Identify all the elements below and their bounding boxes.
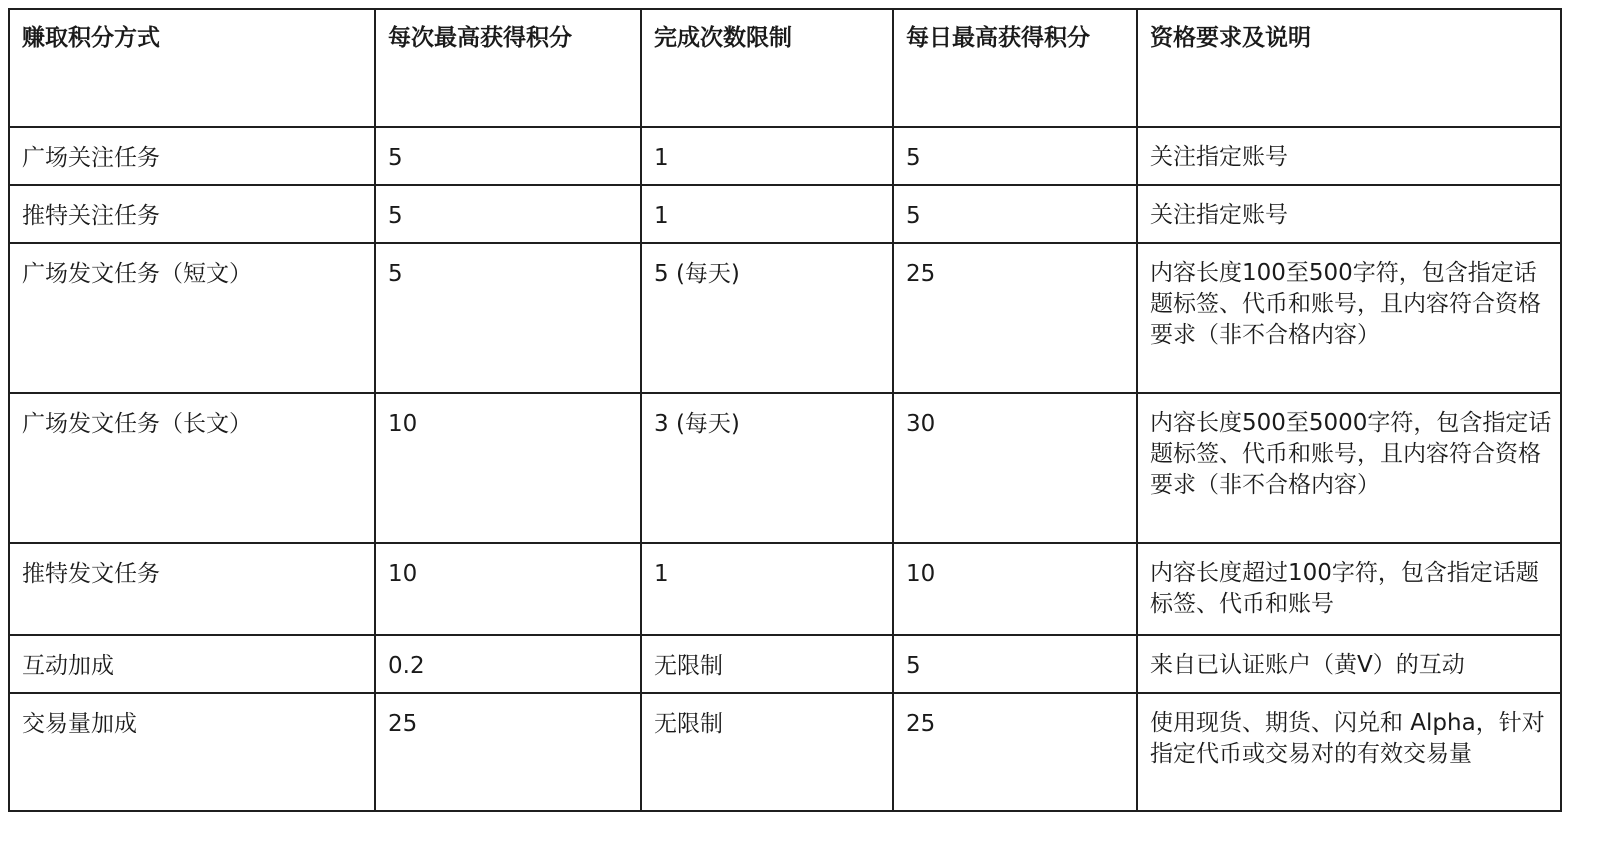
table-row <box>9 127 1561 185</box>
cell-max-per-time: 10 <box>375 393 641 543</box>
table-row <box>9 185 1561 243</box>
cell-requirements: 内容长度超过100字符，包含指定话题标签、代币和账号 <box>1137 543 1561 635</box>
cell-method: 推特关注任务 <box>9 185 375 243</box>
cell-completion-limit: 3 (每天) <box>641 393 893 543</box>
header-daily-max: 每日最高获得积分 <box>893 9 1137 127</box>
cell-method: 广场关注任务 <box>9 127 375 185</box>
cell-daily-max: 10 <box>893 543 1137 635</box>
cell-method: 广场发文任务（短文） <box>9 243 375 393</box>
cell-completion-limit: 无限制 <box>641 693 893 811</box>
cell-max-per-time: 5 <box>375 243 641 393</box>
cell-completion-limit: 1 <box>641 127 893 185</box>
cell-method: 广场发文任务（长文） <box>9 393 375 543</box>
table-row <box>9 635 1561 693</box>
cell-daily-max: 5 <box>893 127 1137 185</box>
table-row <box>9 243 1561 393</box>
cell-requirements: 关注指定账号 <box>1137 185 1561 243</box>
cell-completion-limit: 无限制 <box>641 635 893 693</box>
cell-method: 推特发文任务 <box>9 543 375 635</box>
cell-requirements: 来自已认证账户（黄V）的互动 <box>1137 635 1561 693</box>
cell-requirements: 使用现货、期货、闪兑和 Alpha，针对指定代币或交易对的有效交易量 <box>1137 693 1561 811</box>
cell-daily-max: 25 <box>893 693 1137 811</box>
cell-completion-limit: 1 <box>641 185 893 243</box>
cell-max-per-time: 0.2 <box>375 635 641 693</box>
header-max-per-time: 每次最高获得积分 <box>375 9 641 127</box>
cell-requirements: 关注指定账号 <box>1137 127 1561 185</box>
header-completion-limit: 完成次数限制 <box>641 9 893 127</box>
cell-max-per-time: 10 <box>375 543 641 635</box>
header-requirements: 资格要求及说明 <box>1137 9 1561 127</box>
cell-daily-max: 25 <box>893 243 1137 393</box>
header-method: 赚取积分方式 <box>9 9 375 127</box>
cell-daily-max: 30 <box>893 393 1137 543</box>
table-row <box>9 693 1561 811</box>
table-row <box>9 543 1561 635</box>
cell-daily-max: 5 <box>893 185 1137 243</box>
points-table <box>8 8 1562 812</box>
cell-max-per-time: 5 <box>375 127 641 185</box>
cell-max-per-time: 5 <box>375 185 641 243</box>
cell-completion-limit: 5 (每天) <box>641 243 893 393</box>
cell-requirements: 内容长度500至5000字符，包含指定话题标签、代币和账号，且内容符合资格要求（非不合格内容） <box>1137 393 1561 543</box>
table-row <box>9 393 1561 543</box>
cell-completion-limit: 1 <box>641 543 893 635</box>
cell-method: 交易量加成 <box>9 693 375 811</box>
cell-requirements: 内容长度100至500字符，包含指定话题标签、代币和账号，且内容符合资格要求（非不合格内容） <box>1137 243 1561 393</box>
cell-method: 互动加成 <box>9 635 375 693</box>
cell-daily-max: 5 <box>893 635 1137 693</box>
table-header-row <box>9 9 1561 127</box>
cell-max-per-time: 25 <box>375 693 641 811</box>
